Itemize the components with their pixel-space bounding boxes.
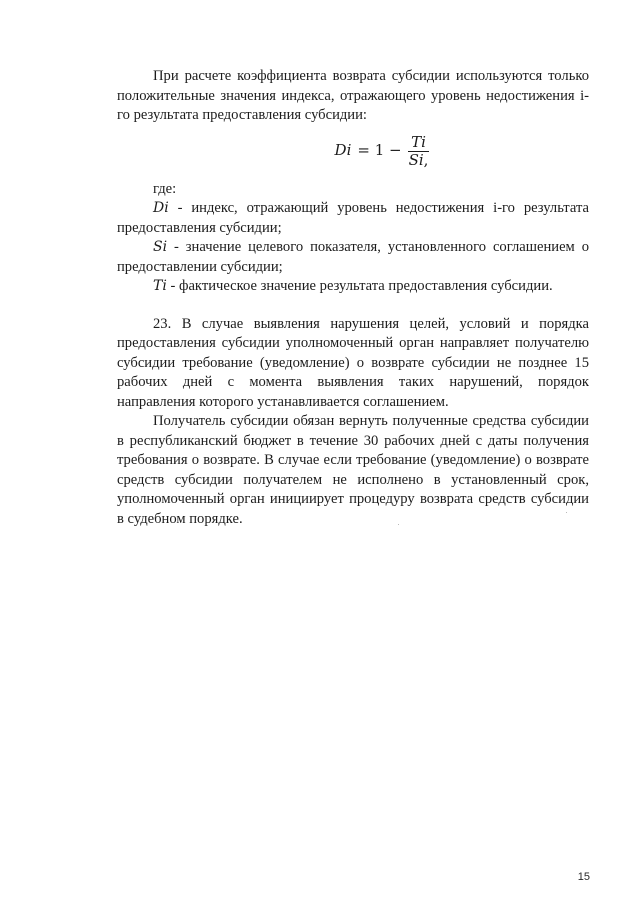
definition-text: - индекс, отражающий уровень недостижения i-го результата предоставления субсидии; (117, 200, 589, 236)
formula-numerator: Ti (408, 134, 429, 152)
definition-text: - фактическое значение результата предоставления субсидии. (166, 278, 553, 294)
formula-expression (335, 134, 432, 169)
formula-fraction (406, 134, 432, 169)
spacer (117, 297, 589, 315)
formula-lhs: Di (334, 141, 352, 160)
definition-si (117, 238, 589, 277)
formula-trailing: , (423, 150, 429, 169)
formula (117, 134, 589, 176)
definition-di (117, 199, 589, 238)
intro-paragraph: При расчете коэффициента возврата субсидии используются только положительные значения индекса, отражающего уровень недостижения i-го результата предоставления субсидии: (117, 68, 589, 123)
formula-equals: = 1 − (357, 141, 402, 160)
paragraph-return: Получатель субсидии обязан вернуть полученные средства субсидии в республиканский бюджет в течение 30 рабочих дней с даты получения требования о возврате. В случае если требование (уведомление) о возврате средств субсидии получателем не исполнено в установленный срок, уполномоченный орган инициирует процедуру возврата средств субсидии в судебном порядке. (117, 413, 589, 527)
definition-ti (117, 277, 589, 297)
scan-speck (398, 524, 399, 525)
formula-denominator-wrap (406, 152, 432, 169)
document-body (117, 67, 589, 529)
definition-symbol: Ti (153, 278, 167, 294)
formula-denominator: Si (408, 150, 424, 169)
paragraph-23: 23. В случае выявления нарушения целей, условий и порядка предоставления субсидии уполномоченный орган направляет получателю субсидии требование (уведомление) о возврате субсидии не позднее 15 рабочих дней с момента выявления таких нарушений, порядок направления которого устанавливается соглашением. (117, 315, 589, 410)
definition-symbol: Si (153, 239, 168, 255)
definition-symbol: Di (153, 200, 169, 216)
where-label: где: (153, 180, 177, 197)
page-number: 15 (577, 871, 590, 883)
definition-text: - значение целевого показателя, установленного соглашением о предоставлении субсидии; (117, 239, 589, 275)
scan-speck (566, 512, 567, 513)
